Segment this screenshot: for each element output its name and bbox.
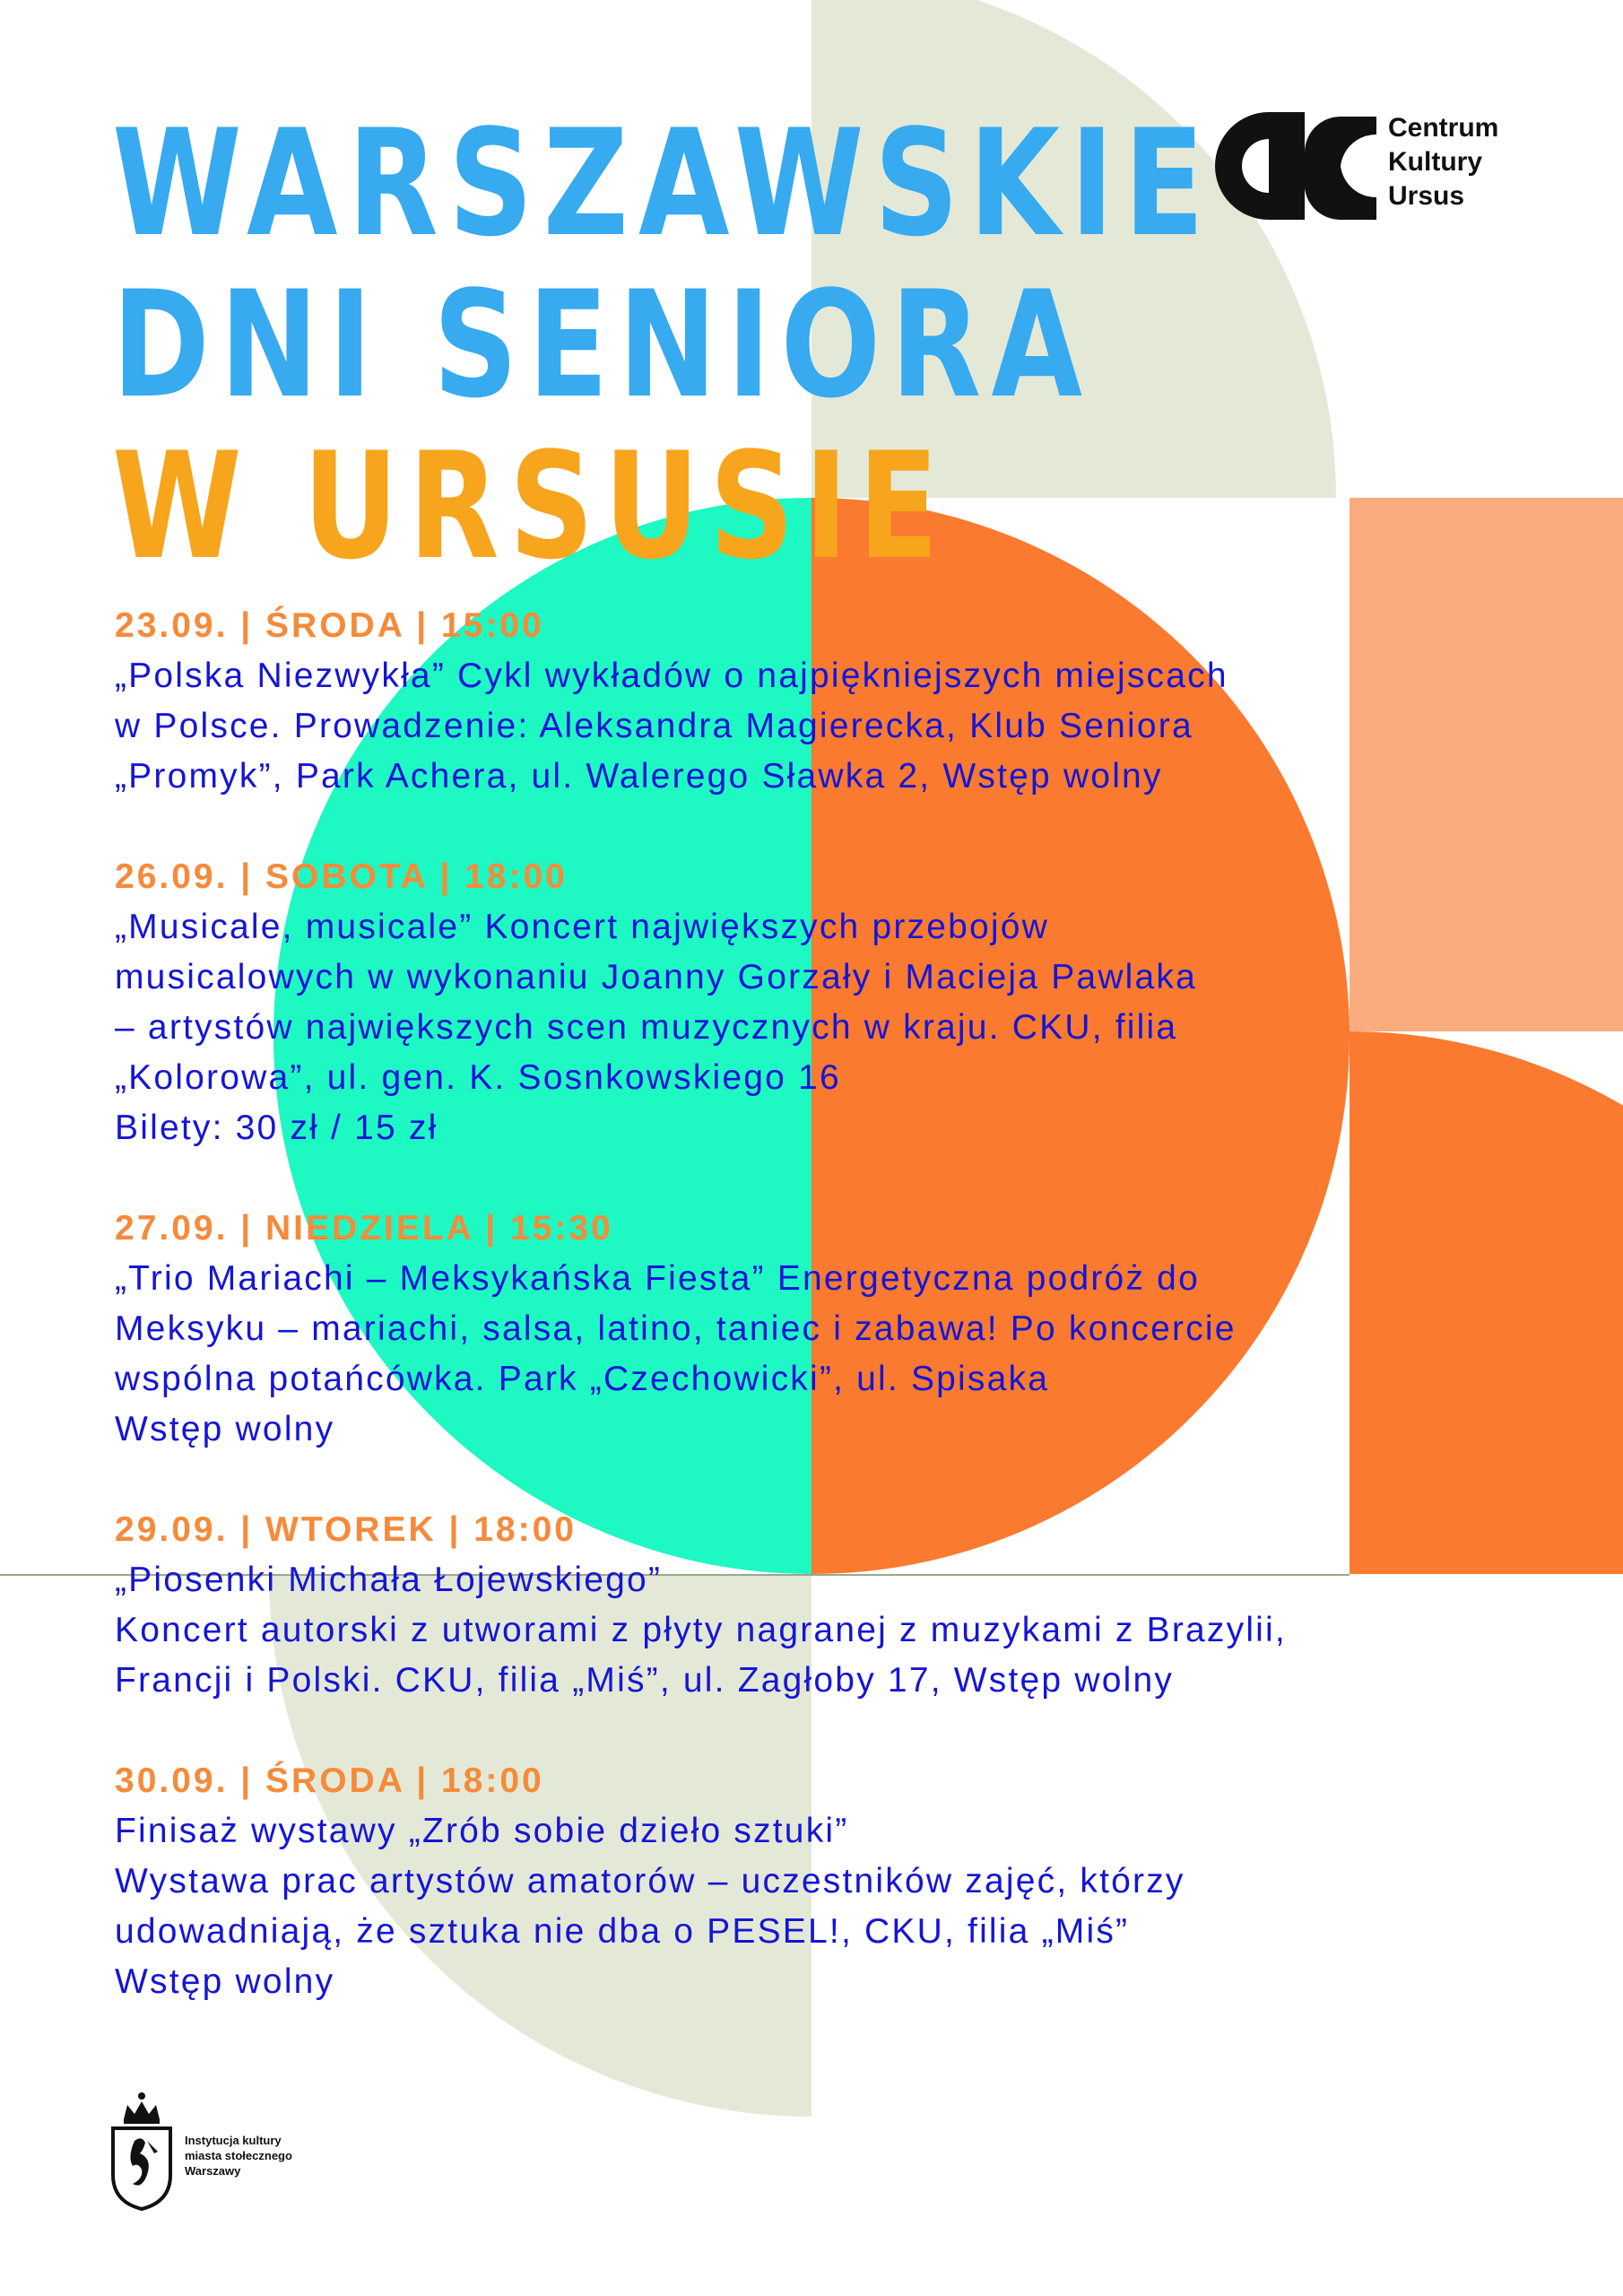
event-text-line: „Kolorowa”, ul. gen. K. Sosnkowskiego 16 xyxy=(115,1058,841,1097)
footer-line-3: Warszawy xyxy=(185,2164,241,2178)
event-text-line: musicalowych w wykonaniu Joanny Gorzały i Macieja Pawlaka xyxy=(115,958,1198,996)
footer-institution-text xyxy=(185,2133,292,2179)
event-1 xyxy=(115,601,1585,802)
event-text-line: „Musicale, musicale” Koncert największych przebojów xyxy=(115,908,1050,946)
org-name-line-1: Centrum xyxy=(1388,113,1499,143)
event-5 xyxy=(115,1756,1585,2007)
event-date-heading: 26.09. | SOBOTA | 18:00 xyxy=(115,857,568,896)
event-text-line: „Trio Mariachi – Meksykańska Fiesta” Energetyczna podróż do xyxy=(115,1259,1200,1298)
org-name-line-2: Kultury xyxy=(1388,147,1482,177)
event-3 xyxy=(115,1204,1585,1455)
events-list xyxy=(115,601,1585,2057)
event-text-line: Finisaż wystawy „Zrób sobie dzieło sztuki” xyxy=(115,1812,849,1850)
event-text-line: Koncert autorski z utworami z płyty nagranej z muzykami z Brazylii, xyxy=(115,1611,1287,1649)
event-text-line: Wstęp wolny xyxy=(115,1410,335,1448)
event-text-line: – artystów największych scen muzycznych w kraju. CKU, filia xyxy=(115,1008,1178,1047)
org-name xyxy=(1388,111,1498,213)
event-date-heading: 30.09. | ŚRODA | 18:00 xyxy=(115,1761,544,1800)
event-text-line: Wstęp wolny xyxy=(115,1962,335,2001)
event-text-line: wspólna potańcówka. Park „Czechowicki”, ul. Spisaka xyxy=(115,1360,1050,1398)
footer-line-2: miasta stołecznego xyxy=(185,2149,292,2162)
event-4 xyxy=(115,1505,1585,1706)
event-text-line: Wystawa prac artystów amatorów – uczestników zajęć, którzy xyxy=(115,1862,1185,1900)
event-date-heading: 23.09. | ŚRODA | 15:00 xyxy=(115,606,544,645)
event-text-line: w Polsce. Prowadzenie: Aleksandra Magierecka, Klub Seniora xyxy=(115,707,1193,745)
event-date-heading: 27.09. | NIEDZIELA | 15:30 xyxy=(115,1209,613,1248)
event-date-heading: 29.09. | WTOREK | 18:00 xyxy=(115,1510,577,1549)
footer-line-1: Instytucja kultury xyxy=(185,2134,282,2147)
title-line-2: DNI SENIORA xyxy=(112,259,1093,430)
event-text-line: Francji i Polski. CKU, filia „Miś”, ul. Zagłoby 17, Wstęp wolny xyxy=(115,1661,1175,1700)
title-line-3: W URSUSIE xyxy=(112,421,949,592)
event-text-line: udowadniają, że sztuka nie dba o PESEL!, CKU, filia „Miś” xyxy=(115,1912,1130,1951)
event-2 xyxy=(115,852,1585,1153)
title-line-1: WARSZAWSKIE xyxy=(112,98,1215,269)
event-text-line: „Piosenki Michała Łojewskiego” xyxy=(115,1561,663,1599)
event-text-line: „Polska Niezwykła” Cykl wykładów o najpiękniejszych miejscach xyxy=(115,657,1228,695)
event-text-line: Bilety: 30 zł / 15 zł xyxy=(115,1109,438,1147)
event-text-line: Meksyku – mariachi, salsa, latino, taniec i zabawa! Po koncercie xyxy=(115,1309,1237,1348)
event-text-line: „Promyk”, Park Achera, ul. Walerego Sławka 2, Wstęp wolny xyxy=(115,757,1163,796)
org-name-line-3: Ursus xyxy=(1388,181,1465,211)
